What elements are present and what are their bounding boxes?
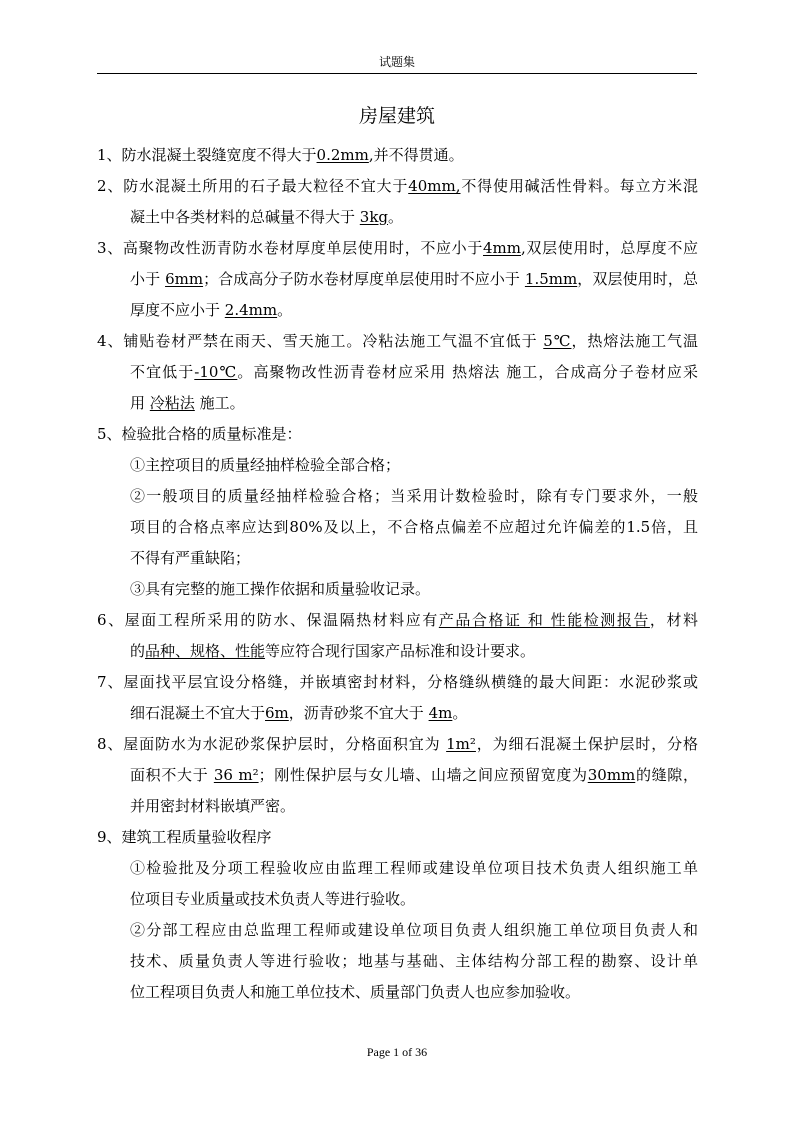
answer-5c: 5℃ xyxy=(543,332,572,350)
answer-40mm: 40mm, xyxy=(408,177,461,195)
answer-specs: 品种、规格、性能 xyxy=(145,642,266,660)
item-1-line-1: 1、防水混凝土裂缝宽度不得大于0.2mm,并不得贯通。 xyxy=(97,146,464,164)
item-2 xyxy=(97,171,698,233)
answer-minus10c: -10℃ xyxy=(194,363,238,381)
item-7 xyxy=(97,667,698,729)
item-9-point-2-line-1: ②分部工程应由总监理工程师或建设单位项目负责人组织施工单位项目负责人和 xyxy=(130,921,698,939)
answer-cold-bond: 冷粘法 xyxy=(149,394,195,412)
item-8-line-1: 8、屋面防水为水泥砂浆保护层时，分格面积宜为 1m²，为细石混凝土保护层时，分格 xyxy=(97,735,698,753)
answer-4mm: 4mm xyxy=(483,239,521,257)
item-9-line-1: 9、建筑工程质量验收程序 xyxy=(97,828,272,846)
item-9-point-1-line-1: ①检验批及分项工程验收应由监理工程师或建设单位项目技术负责人组织施工单 xyxy=(130,859,698,877)
answer-1.5mm: 1.5mm xyxy=(524,270,578,288)
item-4 xyxy=(97,326,698,419)
item-6-line-2: 的品种、规格、性能等应符合现行国家产品标准和设计要求。 xyxy=(130,642,536,660)
answer-3kg: 3kg xyxy=(359,208,389,226)
document-body xyxy=(97,140,698,1008)
page-footer: Page 1 of 36 xyxy=(366,1045,428,1059)
item-5-line-1: 5、检验批合格的质量标准是： xyxy=(97,425,302,443)
page-header: 试题集 xyxy=(378,55,415,69)
answer-2.4mm: 2.4mm xyxy=(224,301,278,319)
answer-6m: 6m xyxy=(265,704,289,722)
item-6-line-1: 6、屋面工程所采用的防水、保温隔热材料应有产品合格证 和 性能检测报告，材料 xyxy=(97,611,698,629)
item-5-point-2-line-1: ②一般项目的质量经抽样检验合格；当采用计数检验时，除有专门要求外，一般 xyxy=(130,487,698,505)
item-5 xyxy=(97,419,698,605)
item-7-line-1: 7、屋面找平层宜设分格缝，并嵌填密封材料，分格缝纵横缝的最大间距：水泥砂浆或 xyxy=(97,673,698,691)
item-3-line-1: 3、高聚物改性沥青防水卷材厚度单层使用时，不应小于4mm,双层使用时，总厚度不应 xyxy=(97,239,698,257)
item-6 xyxy=(97,605,698,667)
item-8-line-3: 并用密封材料嵌填严密。 xyxy=(130,797,296,815)
item-3 xyxy=(97,233,698,326)
item-5-point-2-line-3: 不得有严重缺陷； xyxy=(130,549,251,567)
item-5-point-2-line-2: 项目的合格点率应达到80%及以上，不合格点偏差不应超过允许偏差的1.5倍，且 xyxy=(130,518,698,536)
item-4-line-3: 用 冷粘法 施工。 xyxy=(130,394,245,412)
item-8-line-2: 面积不大于 36 m²；刚性保护层与女儿墙、山墙之间应预留宽度为30mm的缝隙， xyxy=(130,766,698,784)
item-3-line-2: 小于 6mm；合成高分子防水卷材厚度单层使用时不应小于 1.5mm，双层使用时，总 xyxy=(130,270,698,288)
page-title: 房屋建筑 xyxy=(358,105,435,127)
header-rule xyxy=(97,73,697,74)
answer-certificates: 产品合格证 和 性能检测报告 xyxy=(438,611,650,629)
item-9-point-1-line-2: 位项目专业质量或技术负责人等进行验收。 xyxy=(130,890,416,908)
answer-1m2: 1m² xyxy=(446,735,476,753)
item-4-line-1: 4、铺贴卷材严禁在雨天、雪天施工。冷粘法施工气温不宜低于 5℃，热熔法施工气温 xyxy=(97,332,698,350)
item-7-line-2: 细石混凝土不宜大于6m，沥青砂浆不宜大于 4m。 xyxy=(130,704,468,722)
item-9-point-2-line-3: 位工程项目负责人和施工单位技术、质量部门负责人也应参加验收。 xyxy=(130,983,581,1001)
answer-0.2mm: 0.2mm xyxy=(316,146,369,164)
answer-36m2: 36 m² xyxy=(213,766,259,784)
answer-4m: 4m xyxy=(428,704,453,722)
item-5-point-1: ①主控项目的质量经抽样检验全部合格； xyxy=(130,456,401,474)
item-2-line-2: 凝土中各类材料的总碱量不得大于 3kg。 xyxy=(130,208,404,226)
item-4-line-2: 不宜低于-10℃。高聚物改性沥青卷材应采用 热熔法 施工，合成高分子卷材应采 xyxy=(130,363,698,381)
answer-6mm: 6mm xyxy=(165,270,204,288)
item-8 xyxy=(97,729,698,822)
item-3-line-3: 厚度不应小于 2.4mm。 xyxy=(130,301,293,319)
answer-30mm: 30mm xyxy=(587,766,636,784)
item-2-line-1: 2、防水混凝土所用的石子最大粒径不宜大于40mm,不得使用碱活性骨料。每立方米混 xyxy=(97,177,698,195)
item-5-point-3: ③具有完整的施工操作依据和质量验收记录。 xyxy=(130,580,431,598)
item-1 xyxy=(97,140,698,171)
item-9-point-2-line-2: 技术、质量负责人等进行验收；地基与基础、主体结构分部工程的勘察、设计单 xyxy=(130,952,698,970)
item-9 xyxy=(97,822,698,1008)
